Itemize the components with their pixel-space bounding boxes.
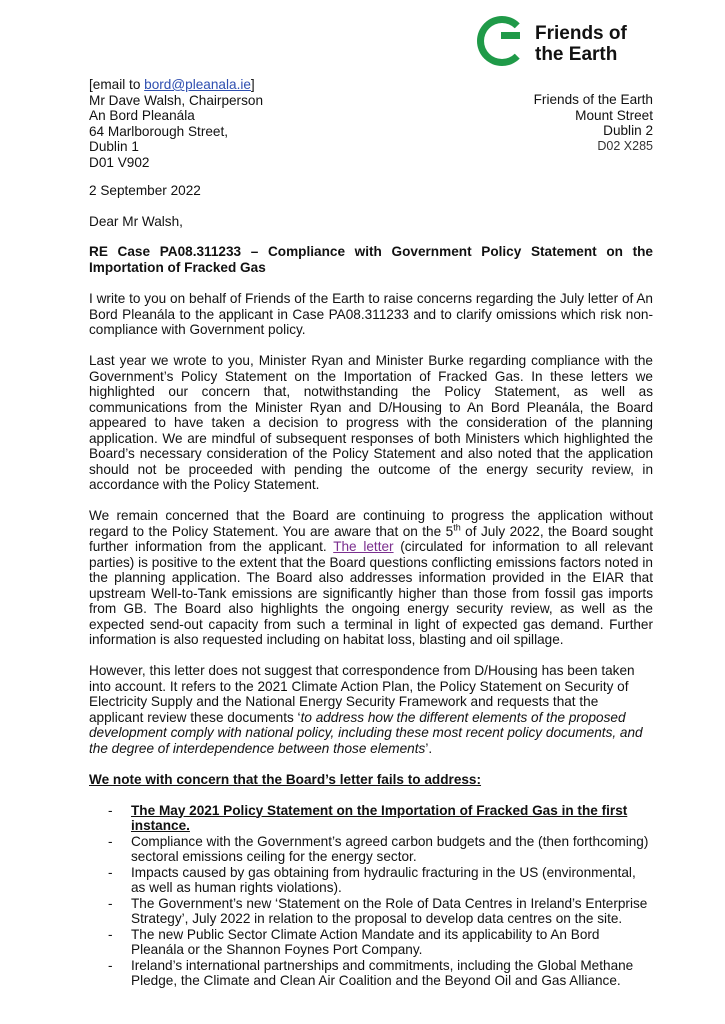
list-item	[89, 803, 653, 834]
dash-bullet: -	[108, 833, 113, 849]
p3-text-a: We remain concerned that the Board are continuing to progress the application without regard to the Policy Statement. You are aware that on the 5	[89, 508, 653, 539]
list-item	[89, 865, 653, 896]
paragraph-4	[89, 663, 653, 756]
the-letter-link[interactable]: The letter	[333, 539, 394, 554]
p3-text-b: of July 2022, the Board sought further information from the applicant.	[89, 523, 653, 554]
p4-text-a: However, this letter does not suggest that correspondence from D/Housing has been taken into account. It refers to the 2021 Climate Action Plan, the Policy Statement on Security of Electricity Supply and the National Energy Security Framework and requests that the applicant review these documents ‘	[89, 663, 635, 725]
list-item-text: Ireland’s international partnerships and commitments, including the Global Methane Pledge, the Climate and Clean Air Coalition and the Beyond Oil and Gas Alliance.	[131, 957, 634, 988]
list-item-text: The new Public Sector Climate Action Mandate and its applicability to An Bord Pleanála or the Shannon Foynes Port Company.	[131, 926, 600, 957]
sender-line: Mount Street	[575, 107, 653, 123]
recipient-line: Dublin 1	[89, 139, 139, 154]
recipient-line: 64 Marlborough Street,	[89, 123, 229, 139]
recipient-line: An Bord Pleanála	[89, 108, 195, 123]
salutation: Dear Mr Walsh,	[89, 214, 183, 229]
logo-line-1: Friends of	[535, 23, 627, 44]
email-line	[89, 77, 263, 93]
list-item-text: The May 2021 Policy Statement on the Importation of Fracked Gas in the first instance.	[131, 802, 628, 833]
sender-line: Friends of the Earth	[533, 92, 653, 107]
recipient-line: Mr Dave Walsh, Chairperson	[89, 92, 264, 108]
dash-bullet: -	[108, 926, 113, 942]
paragraph-1: I write to you on behalf of Friends of the Earth to raise concerns regarding the July letter of An Bord Pleanála to the applicant in Case PA08.311233 and to clarify omissions which risk non-compliance with Government policy.	[89, 291, 653, 337]
p4-text-b: ’.	[425, 740, 433, 756]
dash-bullet: -	[108, 895, 113, 911]
list-item	[89, 958, 653, 989]
recipient-line: D01 V902	[89, 154, 150, 170]
dash-bullet: -	[108, 802, 113, 818]
logo-bar	[501, 32, 520, 39]
list-item	[89, 927, 653, 958]
sender-address	[534, 92, 653, 154]
list-item-text: The Government’s new ‘Statement on the Role of Data Centres in Ireland’s Enterprise Strategy’, July 2022 in relation to the proposal to develop data centres on the site.	[131, 895, 648, 926]
friends-of-the-earth-logo	[477, 13, 647, 67]
logo-text	[535, 23, 627, 65]
dash-bullet: -	[108, 864, 113, 880]
list-item-text: Compliance with the Government’s agreed carbon budgets and the (then forthcoming) sectoral emissions ceiling for the energy sector.	[131, 833, 649, 864]
paragraph-2: Last year we wrote to you, Minister Ryan and Minister Burke regarding compliance with the Government’s Policy Statement on the Importation of Fracked Gas. In these letters we highlighted our concern that, notwithstanding the Policy Statement, as well as communications from the Minister Ryan and D/Housing to An Bord Pleanála, the Board appeared to have taken a decision to progress with the consideration of the planning application. We are mindful of subsequent responses of both Ministers which highlighted the Board’s necessary consideration of the Policy Statement and also noted that the application should not be proceeded with pending the outcome of the energy security review, in accordance with the Policy Statement.	[89, 353, 653, 492]
p3-text-c: (circulated for information to all relevant parties) is positive to the extent that the Board questions conflicting emissions factors noted in the planning application. The Board also addresses information provided in the EIAR that upstream Well-to-Tank emissions are significantly higher than those from fossil gas imports from GB. The Board also highlights the ongoing energy security review, as well as the expected send-out capacity from such a terminal in light of expected gas demand. Further information is also requested including on habitat loss, blasting and oil spillage.	[89, 539, 654, 647]
sender-postcode: D02 X285	[597, 138, 653, 153]
concerns-list	[89, 803, 653, 989]
email-suffix: ]	[250, 77, 255, 92]
recipient-address	[89, 77, 263, 170]
earth-ring-icon	[477, 16, 527, 66]
sender-line: Dublin 2	[603, 123, 653, 138]
paragraph-3	[89, 508, 653, 648]
email-prefix: [email to	[89, 77, 145, 92]
p4-quote: to address how the different elements of the proposed development comply with national policy, including these most recent policy documents, and the degree of interdependence between those elements	[89, 709, 643, 756]
list-item	[89, 834, 653, 865]
logo-line-2: the Earth	[535, 44, 618, 65]
list-item-text: Impacts caused by gas obtaining from hydraulic fracturing in the US (environmental, as well as human rights violations).	[131, 864, 636, 895]
email-link[interactable]: bord@pleanala.ie	[144, 77, 251, 92]
letter-body	[89, 291, 653, 989]
subject-line: RE Case PA08.311233 – Compliance with Government Policy Statement on the Importation of Fracked Gas	[89, 244, 653, 275]
letter-date: 2 September 2022	[89, 183, 201, 198]
p3-superscript: th	[453, 521, 461, 532]
dash-bullet: -	[108, 957, 113, 973]
list-item	[89, 896, 653, 927]
concerns-heading: We note with concern that the Board’s letter fails to address:	[89, 771, 482, 787]
